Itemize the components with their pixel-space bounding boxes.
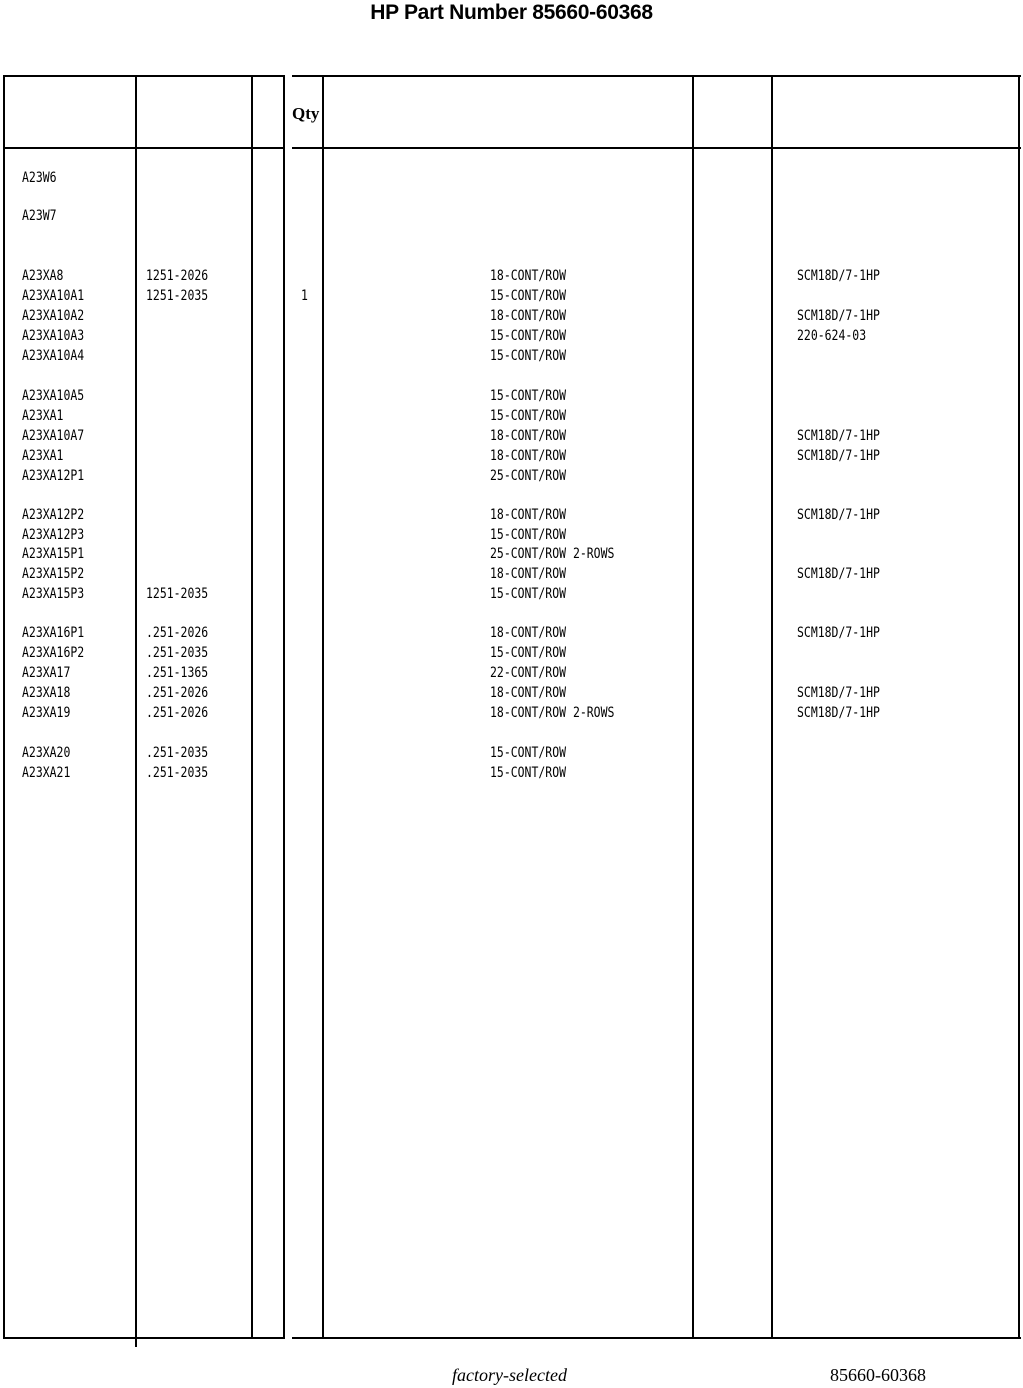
cell-mfr-part-number: SCM18D/7-1HP <box>797 308 880 324</box>
cell-part-number: .251-2035 <box>146 765 209 781</box>
cell-description: 18-CONT/ROW <box>490 566 567 582</box>
cell-reference: A23XA12P1 <box>22 468 85 484</box>
cell-description: 18-CONT/ROW <box>490 685 567 701</box>
qty-column-header: Qty <box>292 104 320 123</box>
cell-reference: A23XA8 <box>22 268 64 284</box>
table-top-border <box>292 75 1021 77</box>
cell-reference: A23XA19 <box>22 705 71 721</box>
cell-reference: A23XA18 <box>22 685 71 701</box>
cell-description: 15-CONT/ROW <box>490 388 567 404</box>
cell-description: 15-CONT/ROW <box>490 288 567 304</box>
cell-description: 18-CONT/ROW <box>490 507 567 523</box>
cell-reference: A23XA10A4 <box>22 348 85 364</box>
footer-part-number: 85660-60368 <box>830 1365 926 1385</box>
cell-description: 18-CONT/ROW <box>490 448 567 464</box>
cell-description: 15-CONT/ROW <box>490 586 567 602</box>
header-divider <box>3 147 285 149</box>
cell-description: 15-CONT/ROW <box>490 765 567 781</box>
column-divider <box>251 75 253 1339</box>
cell-description: 25-CONT/ROW 2-ROWS <box>490 546 615 562</box>
cell-description: 18-CONT/ROW <box>490 625 567 641</box>
cell-description: 25-CONT/ROW <box>490 468 567 484</box>
cell-reference: A23XA12P2 <box>22 507 85 523</box>
page-title: HP Part Number 85660-60368 <box>370 1 653 24</box>
cell-reference: A23XA15P3 <box>22 586 85 602</box>
cell-reference: A23XA10A3 <box>22 328 85 344</box>
cell-part-number: 1251-2026 <box>146 268 209 284</box>
cell-description: 15-CONT/ROW <box>490 645 567 661</box>
cell-reference: A23XA10A5 <box>22 388 85 404</box>
cell-part-number: .251-2026 <box>146 625 209 641</box>
cell-mfr-part-number: SCM18D/7-1HP <box>797 625 880 641</box>
cell-mfr-part-number: SCM18D/7-1HP <box>797 268 880 284</box>
cell-reference: A23XA1 <box>22 408 64 424</box>
table-bottom-border <box>3 1337 285 1339</box>
cell-description: 15-CONT/ROW <box>490 408 567 424</box>
cell-description: 18-CONT/ROW <box>490 268 567 284</box>
cell-mfr-part-number: SCM18D/7-1HP <box>797 428 880 444</box>
cell-mfr-part-number: SCM18D/7-1HP <box>797 448 880 464</box>
cell-reference: A23XA21 <box>22 765 71 781</box>
cell-description: 15-CONT/ROW <box>490 745 567 761</box>
cell-reference: A23XA1 <box>22 448 64 464</box>
table-bottom-border <box>292 1337 1021 1339</box>
cell-reference: A23W7 <box>22 208 57 224</box>
cell-mfr-part-number: SCM18D/7-1HP <box>797 705 880 721</box>
footer-note: factory-selected <box>452 1365 567 1385</box>
cell-part-number: .251-2035 <box>146 645 209 661</box>
cell-reference: A23XA12P3 <box>22 527 85 543</box>
cell-description: 18-CONT/ROW 2-ROWS <box>490 705 615 721</box>
cell-part-number: .251-2026 <box>146 705 209 721</box>
cell-reference: A23XA16P1 <box>22 625 85 641</box>
cell-reference: A23XA16P2 <box>22 645 85 661</box>
cell-reference: A23XA10A1 <box>22 288 85 304</box>
cell-part-number: .251-1365 <box>146 665 209 681</box>
cell-part-number: .251-2026 <box>146 685 209 701</box>
column-divider <box>771 75 773 1339</box>
cell-description: 15-CONT/ROW <box>490 328 567 344</box>
cell-part-number: .251-2035 <box>146 745 209 761</box>
header-divider <box>292 147 1021 149</box>
cell-reference: A23W6 <box>22 170 57 186</box>
cell-description: 22-CONT/ROW <box>490 665 567 681</box>
cell-reference: A23XA15P2 <box>22 566 85 582</box>
column-divider <box>135 75 137 1347</box>
column-divider <box>3 75 5 1339</box>
cell-description: 18-CONT/ROW <box>490 428 567 444</box>
cell-mfr-part-number: 220-624-03 <box>797 328 867 344</box>
cell-reference: A23XA10A2 <box>22 308 85 324</box>
cell-reference: A23XA20 <box>22 745 71 761</box>
column-divider <box>322 75 324 1339</box>
table-top-border <box>3 75 285 77</box>
cell-reference: A23XA17 <box>22 665 71 681</box>
column-divider <box>692 75 694 1339</box>
cell-mfr-part-number: SCM18D/7-1HP <box>797 507 880 523</box>
column-divider <box>1018 75 1020 1339</box>
cell-description: 18-CONT/ROW <box>490 308 567 324</box>
cell-reference: A23XA15P1 <box>22 546 85 562</box>
cell-description: 15-CONT/ROW <box>490 527 567 543</box>
cell-part-number: 1251-2035 <box>146 586 209 602</box>
cell-mfr-part-number: SCM18D/7-1HP <box>797 685 880 701</box>
column-divider <box>283 75 285 1339</box>
cell-part-number: 1251-2035 <box>146 288 209 304</box>
cell-reference: A23XA10A7 <box>22 428 85 444</box>
cell-qty: 1 <box>301 288 308 304</box>
cell-description: 15-CONT/ROW <box>490 348 567 364</box>
cell-mfr-part-number: SCM18D/7-1HP <box>797 566 880 582</box>
